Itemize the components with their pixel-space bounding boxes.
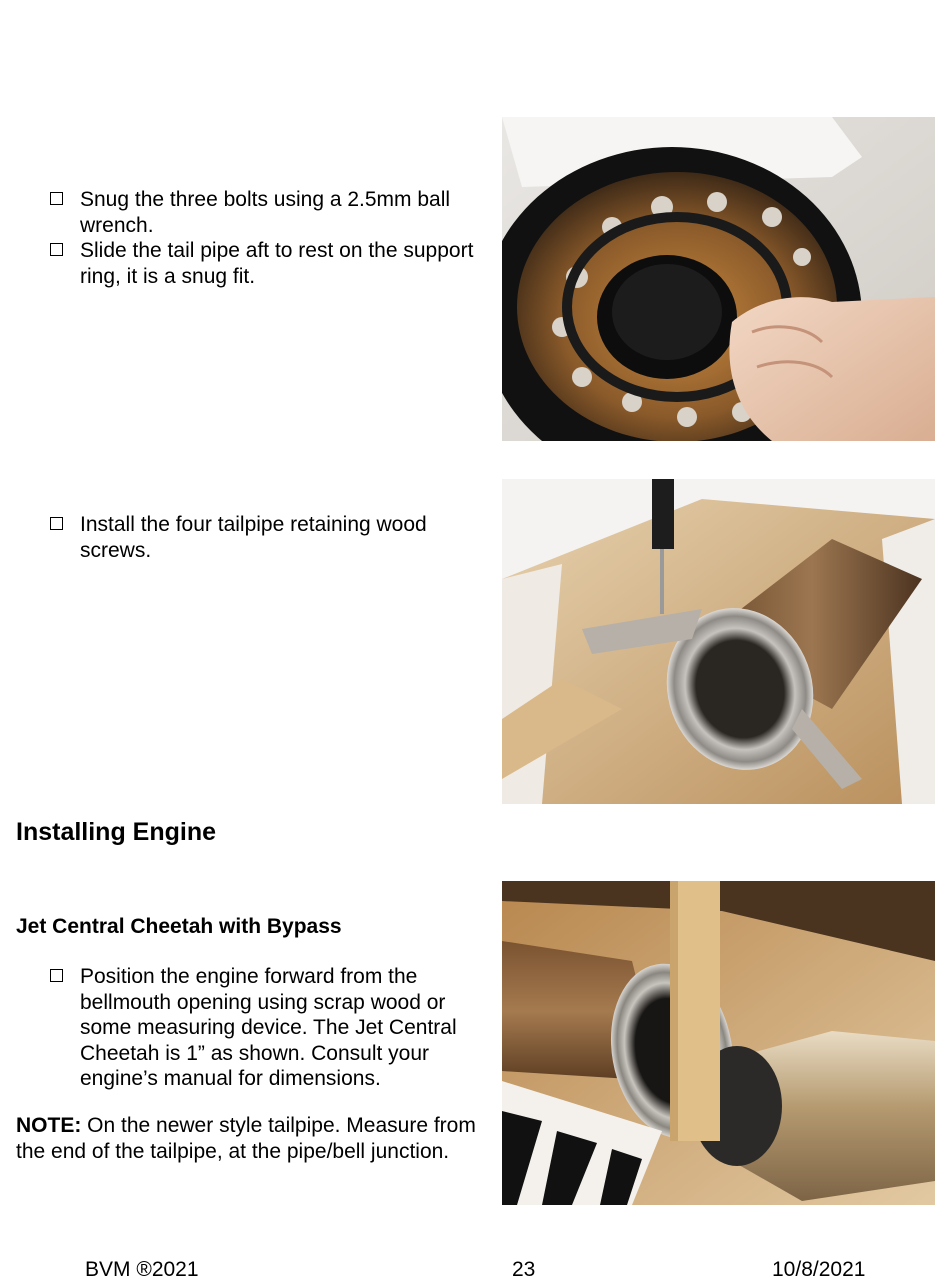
checklist-item-position-engine — [50, 964, 490, 1092]
checkbox-icon[interactable] — [50, 192, 63, 205]
note-label: NOTE: — [16, 1114, 82, 1137]
checklist-item-snug-bolts — [50, 187, 490, 238]
photo-engine-position — [502, 881, 935, 1205]
step-text: Slide the tail pipe aft to rest on the support ring, it is a snug fit. — [80, 239, 474, 288]
step-text: Install the four tailpipe retaining wood screws. — [80, 513, 427, 562]
note-paragraph — [16, 1113, 486, 1164]
footer-date: 10/8/2021 — [772, 1258, 866, 1281]
note-text: On the newer style tailpipe. Measure from the end of the tailpipe, at the pipe/bell junction. — [16, 1114, 476, 1163]
checklist-item-slide-tailpipe — [50, 238, 490, 289]
checkbox-icon[interactable] — [50, 243, 63, 256]
photo-tailpipe-support-ring — [502, 117, 935, 441]
step-text: Snug the three bolts using a 2.5mm ball wrench. — [80, 188, 451, 237]
sub-heading: Jet Central Cheetah with Bypass — [16, 915, 342, 938]
page-number: 23 — [512, 1258, 536, 1281]
photo-tailpipe-retaining-screws — [502, 479, 935, 804]
checklist-item-install-screws — [50, 512, 490, 563]
section-heading: Installing Engine — [16, 818, 217, 846]
checkbox-icon[interactable] — [50, 969, 63, 982]
footer-copyright: BVM ®2021 — [85, 1258, 199, 1281]
step-text: Position the engine forward from the bellmouth opening using scrap wood or some measuring device. The Jet Central Cheetah is 1” as shown. Consult your engine’s manual for dimensions. — [80, 965, 457, 1090]
checkbox-icon[interactable] — [50, 517, 63, 530]
